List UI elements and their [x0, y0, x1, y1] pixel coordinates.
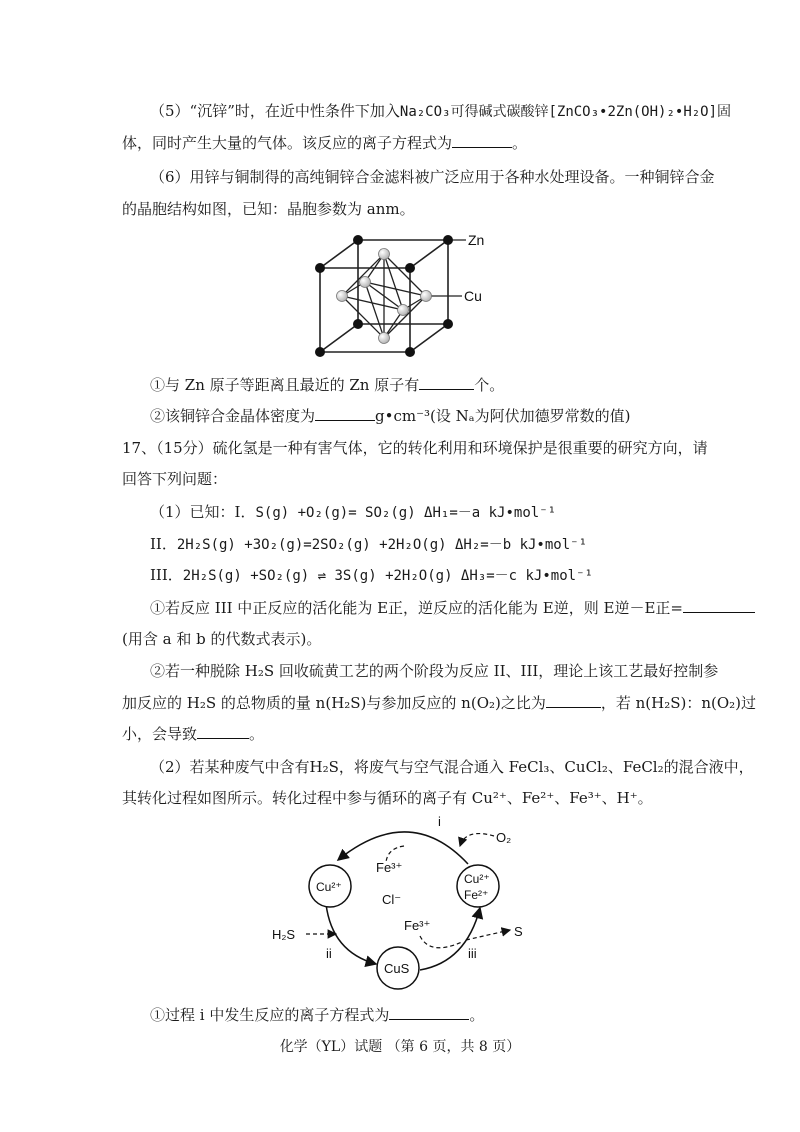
fe3-bottom-label: Fe³⁺: [404, 918, 431, 933]
cu-label: Cu: [464, 288, 482, 304]
q17-sub1-line1: ①若反应 III 中正反应的活化能为 E正，逆反应的活化能为 E逆，则 E逆－E正=: [150, 597, 750, 619]
h2s-label: H₂S: [272, 927, 296, 942]
answer-blank[interactable]: [419, 375, 474, 390]
q16-part6-line1: （6）用锌与铜制得的高纯铜锌合金滤料被广泛应用于各种水处理设备。一种铜锌合金: [150, 168, 715, 186]
q16-sub1: ①与 Zn 原子等距离且最近的 Zn 原子有 个。: [150, 376, 505, 394]
answer-blank[interactable]: [546, 693, 601, 708]
q17-part2-line1: （2）若某种废气中含有H₂S，将废气与空气混合通入 FeCl₃、CuCl₂、FeCl₂的混合液中，: [150, 758, 754, 776]
answer-blank[interactable]: [683, 598, 755, 613]
q16-part5-line1: （5）“沉锌”时，在近中性条件下加入Na₂CO₃可得碱式碳酸锌[ZnCO₃•2Zn(OH)₂•H₂O]固: [150, 102, 732, 120]
q17-sub2-line1: ②若一种脱除 H₂S 回收硫黄工艺的两个阶段为反应 II、III，理论上该工艺最好控制参: [150, 662, 719, 680]
reaction-3: III．2H₂S(g) +SO₂(g) ⇌ 3S(g) +2H₂O(g) ΔH₃=－c kJ•mol⁻¹: [150, 566, 593, 584]
crystal-cell-diagram: [300, 228, 510, 366]
process-i-arrow: [338, 832, 468, 864]
q17-sub1-line2: (用含 a 和 b 的代数式表示)。: [122, 630, 322, 648]
process-ii-label: ii: [326, 946, 332, 961]
reaction-2: II．2H₂S(g) +3O₂(g)=2SO₂(g) +2H₂O(g) ΔH₂=－b kJ•mol⁻¹: [150, 535, 588, 553]
q17-sub2-line3: 小，会导致 。: [122, 725, 265, 743]
fe2-right-label: Fe²⁺: [464, 888, 489, 902]
q16-part5-line2: 体，同时产生大量的气体。该反应的离子方程式为 。: [122, 134, 528, 152]
q16-part6-line2: 的晶胞结构如图，已知：晶胞参数为 anm。: [122, 200, 415, 218]
cl-label: Cl⁻: [382, 892, 402, 907]
q17-header2: 回答下列问题：: [122, 470, 228, 488]
cus-label: CuS: [384, 961, 410, 976]
q17-header: 17、（15分）硫化氢是一种有害气体，它的转化利用和环境保护是很重要的研究方向，请: [122, 439, 708, 457]
q17-sub2-line2: 加反应的 H₂S 的总物质的量 n(H₂S)与参加反应的 n(O₂)之比为 ，若 n(H₂S)：n(O₂)过: [122, 694, 757, 712]
o2-label: O₂: [496, 830, 512, 845]
q16-sub2: ②该铜锌合金晶体密度为 g•cm⁻³(设 Nₐ为阿伏加德罗常数的值): [150, 407, 631, 425]
cu2-right-label: Cu²⁺: [464, 872, 490, 886]
process-i-label: i: [438, 814, 441, 829]
reaction-1: （1）已知：I．S(g) +O₂(g)= SO₂(g) ΔH₁=－a kJ•mol⁻¹: [150, 503, 557, 521]
answer-blank[interactable]: [197, 724, 249, 739]
q17-part2-line2: 其转化过程如图所示。转化过程中参与循环的离子有 Cu²⁺、Fe²⁺、Fe³⁺、H⁺。: [122, 789, 653, 807]
cu2-label: Cu²⁺: [316, 880, 342, 894]
process-ii-arrow: [326, 904, 376, 964]
s-label: S: [514, 924, 523, 939]
answer-blank[interactable]: [315, 406, 375, 421]
zn-label: Zn: [468, 232, 485, 248]
process-iii-label: iii: [468, 946, 477, 961]
answer-blank[interactable]: [452, 133, 512, 148]
fe3-top-label: Fe³⁺: [376, 860, 403, 875]
conversion-cycle-diagram: [270, 812, 560, 994]
answer-blank[interactable]: [389, 1005, 469, 1020]
page-footer: 化学（YL）试题 （第 6 页，共 8 页）: [279, 1039, 521, 1055]
q17-sub3: ①过程 i 中发生反应的离子方程式为 。: [150, 1006, 485, 1024]
